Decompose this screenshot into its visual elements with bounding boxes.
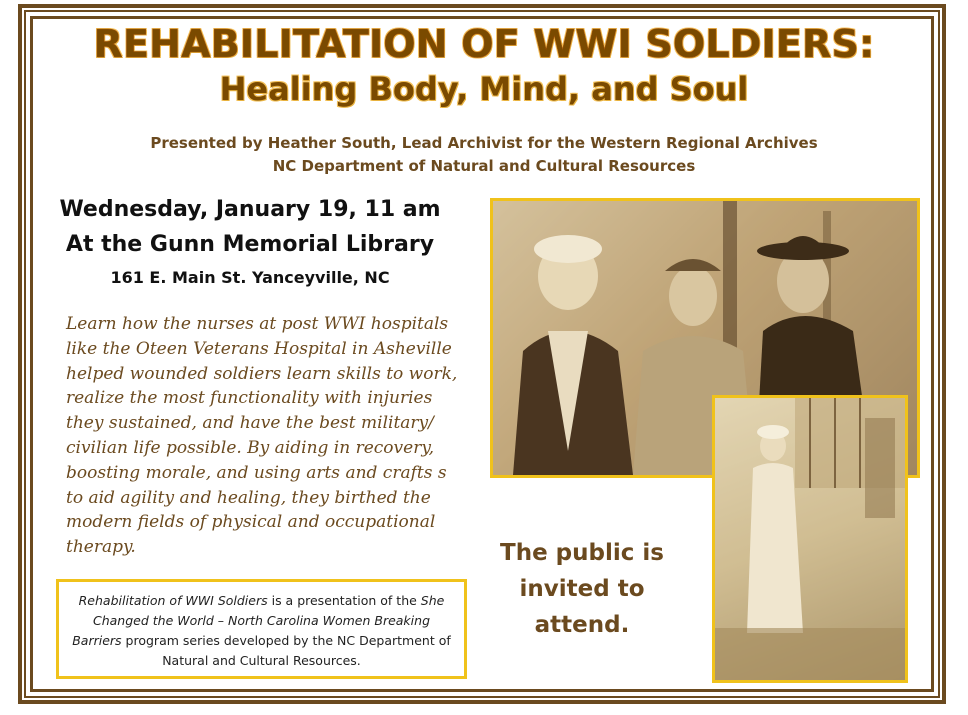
nurse-photo-image	[715, 398, 905, 680]
presenter-line: Presented by Heather South, Lead Archivist for the Western Regional Archives	[150, 134, 818, 152]
presenter-block	[40, 132, 928, 178]
program-note-box	[56, 579, 467, 679]
flyer-title: REHABILITATION OF WWI SOLDIERS:	[93, 22, 875, 66]
note-text-end: program series developed by the NC Department of Natural and Cultural Resources.	[121, 633, 451, 668]
event-venue: At the Gunn Memorial Library	[65, 232, 435, 257]
historic-photo-nurse	[712, 395, 908, 683]
presentation-title: Rehabilitation of WWI Soldiers	[78, 593, 268, 608]
series-title: She Changed the World – North Carolina Women Breaking Barriers	[72, 593, 445, 648]
public-invitation: The public is invited to attend.	[500, 540, 664, 638]
event-address: 161 E. Main St. Yanceyville, NC	[110, 268, 390, 287]
department-line: NC Department of Natural and Cultural Resources	[272, 157, 696, 175]
flyer-subtitle: Healing Body, Mind, and Soul	[219, 70, 749, 108]
event-description: Learn how the nurses at post WWI hospitals like the Oteen Veterans Hospital in Asheville helped wounded soldiers learn skills to work, realize the most functionality with injuries they sustained, and have the best military/ civilian life possible. By aiding in recovery, boosting morale, and using arts and crafts s to aid agility and healing, they birthed the modern fields of physical and occupational therapy.	[66, 314, 458, 558]
note-text: is a presentation of the	[267, 593, 421, 608]
event-date: Wednesday, January 19, 11 am	[59, 197, 441, 222]
